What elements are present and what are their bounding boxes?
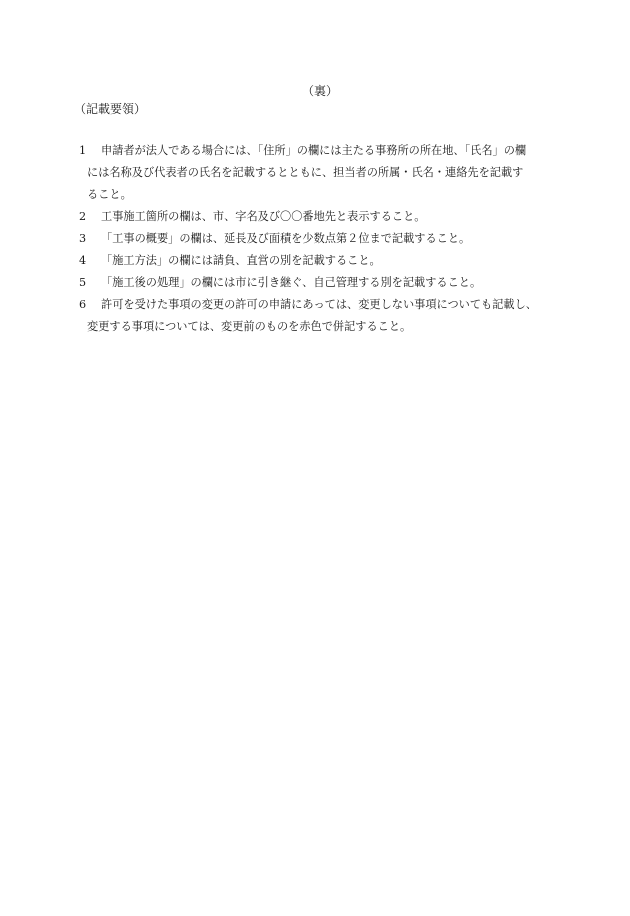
list-item bbox=[79, 228, 559, 250]
item-number: 4 bbox=[79, 254, 87, 267]
list-item bbox=[79, 294, 559, 338]
page-side-label: （裏） bbox=[302, 84, 339, 98]
item-text-line: 許可を受けた事項の変更の許可の申請にあっては、変更しない事項についても記載し、 bbox=[101, 298, 537, 311]
item-number: 3 bbox=[79, 232, 87, 245]
item-text-line: 「施工後の処理」の欄には市に引き継ぐ、自己管理する別を記載すること。 bbox=[101, 276, 482, 289]
item-number: 6 bbox=[79, 298, 87, 311]
item-number: 1 bbox=[79, 144, 87, 157]
list-item bbox=[79, 250, 559, 272]
item-number: 2 bbox=[79, 210, 87, 223]
item-text-line: 「施工方法」の欄には請負、直営の別を記載すること。 bbox=[101, 254, 381, 267]
item-text-line: 申請者が法人である場合には、「住所」の欄には主たる事務所の所在地、「氏名」の欄 bbox=[101, 144, 527, 157]
item-text-line: には名称及び代表者の氏名を記載するとともに、担当者の所属・氏名・連絡先を記載す bbox=[87, 166, 524, 179]
item-text-line: 変更する事項については、変更前のものを赤色で併記すること。 bbox=[87, 320, 412, 333]
instruction-list bbox=[79, 140, 559, 338]
list-item bbox=[79, 140, 559, 206]
item-text-line: 「工事の概要」の欄は、延長及び面積を少数点第２位まで記載すること。 bbox=[101, 232, 471, 245]
list-item bbox=[79, 272, 559, 294]
list-item bbox=[79, 206, 559, 228]
section-heading: （記載要領） bbox=[74, 102, 147, 116]
item-number: 5 bbox=[79, 276, 87, 289]
item-text-line: ること。 bbox=[87, 188, 132, 201]
item-text-line: 工事施工箇所の欄は、市、字名及び〇〇番地先と表示すること。 bbox=[101, 210, 426, 223]
